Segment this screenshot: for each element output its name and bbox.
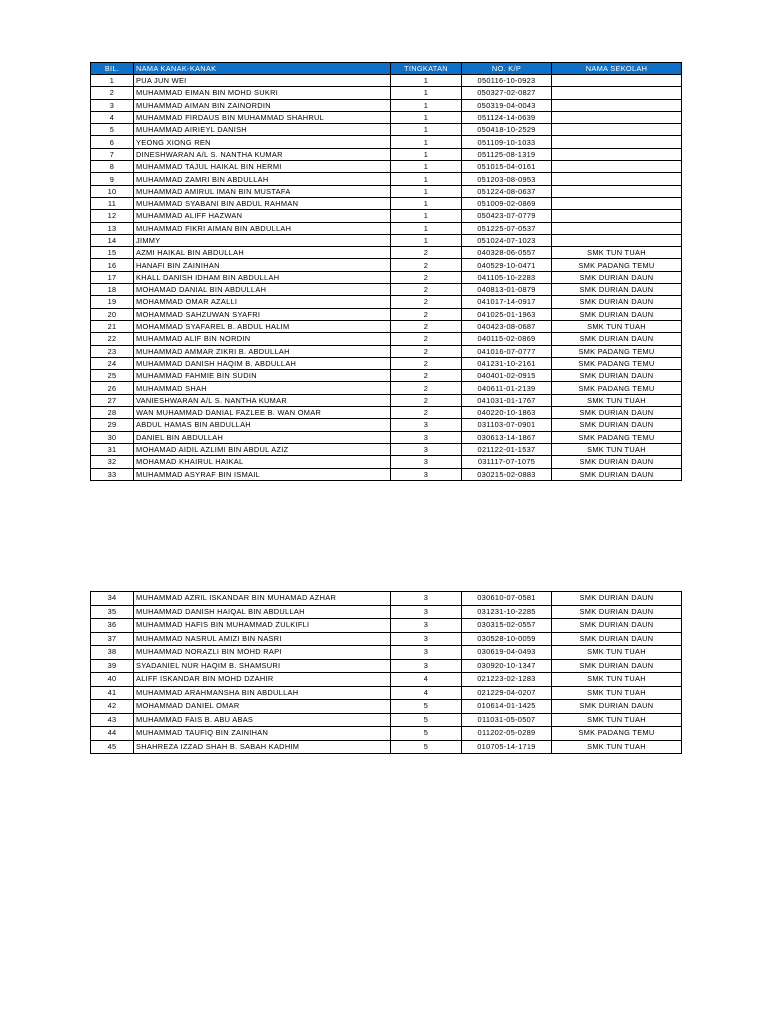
cell-nama: MUHAMMAD FIKRI AIMAN BIN ABDULLAH: [134, 222, 391, 234]
cell-nama-sekolah: [552, 124, 682, 136]
table-row: [91, 443, 682, 455]
cell-bil: 5: [91, 124, 134, 136]
cell-bil: 36: [91, 619, 134, 633]
table-row: [91, 197, 682, 209]
cell-nama-sekolah: [552, 210, 682, 222]
cell-nama-sekolah: [552, 136, 682, 148]
cell-no-kp: 041025-01-1963: [462, 308, 552, 320]
cell-nama-sekolah: SMK PADANG TEMU: [552, 431, 682, 443]
table-row: [91, 700, 682, 714]
cell-nama: KHALL DANISH IDHAM BIN ABDULLAH: [134, 271, 391, 283]
cell-no-kp: 031231-10-2285: [462, 605, 552, 619]
cell-nama-sekolah: SMK DURIAN DAUN: [552, 407, 682, 419]
cell-bil: 40: [91, 673, 134, 687]
cell-bil: 32: [91, 456, 134, 468]
cell-no-kp: 040611-01-2139: [462, 382, 552, 394]
header-tingkatan: TINGKATAN: [391, 63, 462, 75]
cell-bil: 22: [91, 333, 134, 345]
cell-nama: MUHAMMAD ARAHMANSHA BIN ABDULLAH: [134, 686, 391, 700]
table-row: [91, 296, 682, 308]
cell-nama-sekolah: SMK TUN TUAH: [552, 443, 682, 455]
table-row: [91, 234, 682, 246]
table-row: [91, 247, 682, 259]
table-row: [91, 99, 682, 111]
cell-no-kp: 030920-10-1347: [462, 659, 552, 673]
cell-bil: 11: [91, 197, 134, 209]
cell-nama: MOHAMMAD OMAR AZALLI: [134, 296, 391, 308]
cell-bil: 14: [91, 234, 134, 246]
cell-nama-sekolah: [552, 173, 682, 185]
cell-no-kp: 011031-05-0507: [462, 713, 552, 727]
header-no-kp: NO. K/P: [462, 63, 552, 75]
cell-bil: 21: [91, 320, 134, 332]
cell-nama: HANAFI BIN ZAINIHAN: [134, 259, 391, 271]
cell-tingkatan: 3: [391, 592, 462, 606]
cell-no-kp: 050418-10-2529: [462, 124, 552, 136]
cell-nama: MUHAMMAD AIMAN BIN ZAINORDIN: [134, 99, 391, 111]
cell-nama: MOHAMAD AIDIL AZLIMI BIN ABDUL AZIZ: [134, 443, 391, 455]
cell-nama-sekolah: SMK DURIAN DAUN: [552, 370, 682, 382]
cell-nama-sekolah: SMK TUN TUAH: [552, 686, 682, 700]
cell-bil: 30: [91, 431, 134, 443]
cell-nama: MUHAMMAD NASRUL AMIZI BIN NASRI: [134, 632, 391, 646]
cell-tingkatan: 2: [391, 247, 462, 259]
table-row: [91, 605, 682, 619]
cell-tingkatan: 3: [391, 646, 462, 660]
cell-nama-sekolah: SMK PADANG TEMU: [552, 345, 682, 357]
table-row: [91, 407, 682, 419]
cell-bil: 26: [91, 382, 134, 394]
table-row: [91, 382, 682, 394]
cell-nama-sekolah: SMK DURIAN DAUN: [552, 468, 682, 480]
cell-nama-sekolah: SMK TUN TUAH: [552, 673, 682, 687]
cell-no-kp: 030619-04-0493: [462, 646, 552, 660]
table-row: [91, 284, 682, 296]
cell-tingkatan: 1: [391, 197, 462, 209]
cell-nama: DINESHWARAN A/L S. NANTHA KUMAR: [134, 148, 391, 160]
cell-tingkatan: 1: [391, 111, 462, 123]
cell-no-kp: 040401-02-0915: [462, 370, 552, 382]
cell-nama-sekolah: [552, 185, 682, 197]
table-header-row: [91, 63, 682, 75]
table-row: [91, 727, 682, 741]
cell-nama-sekolah: SMK PADANG TEMU: [552, 357, 682, 369]
cell-tingkatan: 1: [391, 148, 462, 160]
children-table-page-1: [90, 62, 682, 481]
cell-nama-sekolah: SMK DURIAN DAUN: [552, 284, 682, 296]
cell-tingkatan: 1: [391, 161, 462, 173]
cell-bil: 42: [91, 700, 134, 714]
cell-nama-sekolah: SMK DURIAN DAUN: [552, 271, 682, 283]
cell-nama-sekolah: SMK DURIAN DAUN: [552, 605, 682, 619]
table-row: [91, 431, 682, 443]
cell-nama: MUHAMMAD TAJUL HAIKAL BIN HERMI: [134, 161, 391, 173]
cell-tingkatan: 1: [391, 210, 462, 222]
cell-nama-sekolah: SMK DURIAN DAUN: [552, 308, 682, 320]
cell-nama-sekolah: SMK DURIAN DAUN: [552, 700, 682, 714]
cell-nama: MUHAMMAD AMIRUL IMAN BIN MUSTAFA: [134, 185, 391, 197]
cell-nama-sekolah: [552, 222, 682, 234]
cell-nama-sekolah: [552, 161, 682, 173]
cell-bil: 24: [91, 357, 134, 369]
cell-tingkatan: 1: [391, 136, 462, 148]
cell-bil: 20: [91, 308, 134, 320]
cell-nama-sekolah: SMK DURIAN DAUN: [552, 456, 682, 468]
cell-nama: MUHAMMAD HAFIS BIN MUHAMMAD ZULKIFLI: [134, 619, 391, 633]
cell-tingkatan: 3: [391, 605, 462, 619]
cell-no-kp: 031103-07-0901: [462, 419, 552, 431]
cell-no-kp: 051225-07-0537: [462, 222, 552, 234]
cell-tingkatan: 2: [391, 333, 462, 345]
cell-no-kp: 011202-05-0289: [462, 727, 552, 741]
cell-tingkatan: 2: [391, 259, 462, 271]
cell-nama-sekolah: SMK DURIAN DAUN: [552, 632, 682, 646]
cell-no-kp: 021229-04-0207: [462, 686, 552, 700]
table-row: [91, 222, 682, 234]
cell-no-kp: 050116-10-0923: [462, 75, 552, 87]
cell-no-kp: 030315-02-0557: [462, 619, 552, 633]
cell-nama-sekolah: [552, 197, 682, 209]
cell-tingkatan: 1: [391, 234, 462, 246]
cell-nama-sekolah: [552, 99, 682, 111]
cell-no-kp: 051015-04-0161: [462, 161, 552, 173]
table-row: [91, 111, 682, 123]
cell-no-kp: 050423-07-0779: [462, 210, 552, 222]
table-body: [91, 75, 682, 481]
cell-nama-sekolah: SMK TUN TUAH: [552, 646, 682, 660]
cell-nama: MUHAMMAD AIRIEYL DANISH: [134, 124, 391, 136]
cell-nama-sekolah: SMK DURIAN DAUN: [552, 333, 682, 345]
cell-nama-sekolah: SMK TUN TUAH: [552, 394, 682, 406]
cell-no-kp: 050319-04-0043: [462, 99, 552, 111]
cell-no-kp: 041016-07-0777: [462, 345, 552, 357]
cell-nama-sekolah: [552, 234, 682, 246]
cell-tingkatan: 3: [391, 431, 462, 443]
cell-nama: WAN MUHAMMAD DANIAL FAZLEE B. WAN OMAR: [134, 407, 391, 419]
cell-nama-sekolah: [552, 148, 682, 160]
cell-no-kp: 010614-01-1425: [462, 700, 552, 714]
cell-tingkatan: 3: [391, 659, 462, 673]
cell-bil: 39: [91, 659, 134, 673]
cell-bil: 43: [91, 713, 134, 727]
table-row: [91, 259, 682, 271]
cell-nama: MUHAMMAD AZRIL ISKANDAR BIN MUHAMAD AZHAR: [134, 592, 391, 606]
cell-bil: 15: [91, 247, 134, 259]
cell-tingkatan: 2: [391, 284, 462, 296]
cell-bil: 4: [91, 111, 134, 123]
cell-tingkatan: 2: [391, 320, 462, 332]
cell-nama: ALIFF ISKANDAR BIN MOHD DZAHIR: [134, 673, 391, 687]
cell-nama: MUHAMMAD SHAH: [134, 382, 391, 394]
table-row: [91, 75, 682, 87]
cell-nama: MOHAMAD DANIAL BIN ABDULLAH: [134, 284, 391, 296]
table-row: [91, 740, 682, 754]
cell-nama: MUHAMMAD ASYRAF BIN ISMAIL: [134, 468, 391, 480]
table-row: [91, 148, 682, 160]
cell-nama: MOHAMMAD DANIEL OMAR: [134, 700, 391, 714]
cell-nama: MUHAMMAD TAUFIQ BIN ZAINIHAN: [134, 727, 391, 741]
table-row: [91, 357, 682, 369]
cell-no-kp: 021122-01-1537: [462, 443, 552, 455]
cell-nama: MUHAMMAD FIRDAUS BIN MUHAMMAD SHAHRUL: [134, 111, 391, 123]
cell-bil: 18: [91, 284, 134, 296]
cell-bil: 7: [91, 148, 134, 160]
cell-tingkatan: 2: [391, 370, 462, 382]
cell-tingkatan: 1: [391, 87, 462, 99]
table-row: [91, 713, 682, 727]
cell-nama: MOHAMMAD SAHZUWAN SYAFRI: [134, 308, 391, 320]
children-table-page-2: [90, 591, 682, 754]
cell-bil: 37: [91, 632, 134, 646]
cell-no-kp: 041031-01-1767: [462, 394, 552, 406]
cell-tingkatan: 5: [391, 700, 462, 714]
table-row: [91, 592, 682, 606]
cell-tingkatan: 1: [391, 99, 462, 111]
cell-no-kp: 041231-10-2161: [462, 357, 552, 369]
cell-tingkatan: 2: [391, 382, 462, 394]
table-row: [91, 173, 682, 185]
cell-bil: 38: [91, 646, 134, 660]
header-bil: BIL.: [91, 63, 134, 75]
cell-tingkatan: 5: [391, 727, 462, 741]
cell-tingkatan: 2: [391, 357, 462, 369]
cell-bil: 41: [91, 686, 134, 700]
cell-nama: PUA JUN WEI: [134, 75, 391, 87]
cell-nama: MUHAMMAD AMMAR ZIKRI B. ABDULLAH: [134, 345, 391, 357]
cell-bil: 3: [91, 99, 134, 111]
cell-nama-sekolah: [552, 111, 682, 123]
cell-bil: 9: [91, 173, 134, 185]
cell-nama: MUHAMMAD DANISH HAIQAL BIN ABDULLAH: [134, 605, 391, 619]
header-nama-kanak-kanak: NAMA KANAK-KANAK: [134, 63, 391, 75]
cell-no-kp: 041105-10-2283: [462, 271, 552, 283]
cell-nama: MUHAMMAD EIMAN BIN MOHD SUKRI: [134, 87, 391, 99]
table-row: [91, 124, 682, 136]
cell-bil: 19: [91, 296, 134, 308]
cell-no-kp: 040220-10-1863: [462, 407, 552, 419]
cell-no-kp: 040813-01-0879: [462, 284, 552, 296]
cell-nama: MUHAMMAD ZAMRI BIN ABDULLAH: [134, 173, 391, 185]
cell-nama-sekolah: SMK TUN TUAH: [552, 247, 682, 259]
cell-tingkatan: 3: [391, 468, 462, 480]
cell-tingkatan: 5: [391, 740, 462, 754]
table-row: [91, 394, 682, 406]
cell-nama: MUHAMMAD NORAZLI BIN MOHD RAPI: [134, 646, 391, 660]
cell-nama-sekolah: SMK TUN TUAH: [552, 713, 682, 727]
cell-nama-sekolah: SMK DURIAN DAUN: [552, 592, 682, 606]
cell-tingkatan: 2: [391, 271, 462, 283]
cell-no-kp: 051024-07-1023: [462, 234, 552, 246]
cell-nama: MUHAMMAD ALIF BIN NORDIN: [134, 333, 391, 345]
table-body: [91, 592, 682, 754]
cell-bil: 27: [91, 394, 134, 406]
cell-tingkatan: 1: [391, 173, 462, 185]
cell-no-kp: 051124-14-0639: [462, 111, 552, 123]
cell-no-kp: 030215-02-0883: [462, 468, 552, 480]
table-row: [91, 271, 682, 283]
cell-bil: 29: [91, 419, 134, 431]
cell-nama: DANIEL BIN ABDULLAH: [134, 431, 391, 443]
table-row: [91, 136, 682, 148]
cell-nama-sekolah: SMK DURIAN DAUN: [552, 659, 682, 673]
header-nama-sekolah: NAMA SEKOLAH: [552, 63, 682, 75]
cell-no-kp: 031117-07-1075: [462, 456, 552, 468]
cell-nama: ABDUL HAMAS BIN ABDULLAH: [134, 419, 391, 431]
cell-no-kp: 051203-08-0953: [462, 173, 552, 185]
cell-no-kp: 021223-02-1283: [462, 673, 552, 687]
cell-tingkatan: 2: [391, 394, 462, 406]
cell-bil: 35: [91, 605, 134, 619]
cell-nama: JIMMY: [134, 234, 391, 246]
cell-tingkatan: 3: [391, 443, 462, 455]
table-row: [91, 161, 682, 173]
cell-tingkatan: 3: [391, 419, 462, 431]
cell-nama: MUHAMMAD DANISH HAQIM B. ABDULLAH: [134, 357, 391, 369]
table-row: [91, 468, 682, 480]
cell-bil: 13: [91, 222, 134, 234]
table-row: [91, 659, 682, 673]
table-row: [91, 619, 682, 633]
cell-no-kp: 040115-02-0869: [462, 333, 552, 345]
cell-tingkatan: 1: [391, 124, 462, 136]
cell-tingkatan: 4: [391, 686, 462, 700]
table-row: [91, 210, 682, 222]
cell-tingkatan: 3: [391, 456, 462, 468]
cell-bil: 10: [91, 185, 134, 197]
cell-no-kp: 051109-10-1033: [462, 136, 552, 148]
table-row: [91, 345, 682, 357]
cell-tingkatan: 4: [391, 673, 462, 687]
table-row: [91, 673, 682, 687]
cell-nama-sekolah: [552, 75, 682, 87]
cell-nama-sekolah: SMK PADANG TEMU: [552, 727, 682, 741]
cell-bil: 12: [91, 210, 134, 222]
cell-bil: 33: [91, 468, 134, 480]
table-row: [91, 87, 682, 99]
cell-no-kp: 040328-06-0557: [462, 247, 552, 259]
cell-tingkatan: 2: [391, 407, 462, 419]
cell-no-kp: 041017-14-0917: [462, 296, 552, 308]
cell-bil: 16: [91, 259, 134, 271]
cell-bil: 25: [91, 370, 134, 382]
cell-nama: YEONG XIONG REN: [134, 136, 391, 148]
cell-bil: 17: [91, 271, 134, 283]
table-row: [91, 632, 682, 646]
cell-nama: AZMI HAIKAL BIN ABDULLAH: [134, 247, 391, 259]
cell-no-kp: 040423-08-0687: [462, 320, 552, 332]
cell-no-kp: 030613-14-1867: [462, 431, 552, 443]
cell-bil: 45: [91, 740, 134, 754]
cell-tingkatan: 3: [391, 632, 462, 646]
cell-nama-sekolah: [552, 87, 682, 99]
table-row: [91, 456, 682, 468]
cell-nama-sekolah: SMK TUN TUAH: [552, 740, 682, 754]
cell-nama: MOHAMAD KHAIRUL HAIKAL: [134, 456, 391, 468]
cell-bil: 44: [91, 727, 134, 741]
cell-no-kp: 010705-14-1719: [462, 740, 552, 754]
cell-no-kp: 040529-10-0471: [462, 259, 552, 271]
cell-bil: 23: [91, 345, 134, 357]
cell-no-kp: 051224-08-0637: [462, 185, 552, 197]
cell-tingkatan: 2: [391, 308, 462, 320]
cell-nama: SHAHREZA IZZAD SHAH B. SABAH KADHIM: [134, 740, 391, 754]
cell-no-kp: 051125-08-1319: [462, 148, 552, 160]
cell-no-kp: 051009-02-0869: [462, 197, 552, 209]
cell-nama: MUHAMMAD ALIFF HAZWAN: [134, 210, 391, 222]
table-row: [91, 419, 682, 431]
cell-nama: MUHAMMAD SYABANI BIN ABDUL RAHMAN: [134, 197, 391, 209]
cell-bil: 2: [91, 87, 134, 99]
cell-bil: 28: [91, 407, 134, 419]
cell-no-kp: 030610-07-0581: [462, 592, 552, 606]
cell-bil: 6: [91, 136, 134, 148]
cell-nama: VANIESHWARAN A/L S. NANTHA KUMAR: [134, 394, 391, 406]
table-row: [91, 333, 682, 345]
cell-nama: SYADANIEL NUR HAQIM B. SHAMSURI: [134, 659, 391, 673]
cell-nama: MUHAMMAD FAIS B. ABU ABAS: [134, 713, 391, 727]
cell-tingkatan: 1: [391, 222, 462, 234]
cell-tingkatan: 2: [391, 345, 462, 357]
cell-nama-sekolah: SMK DURIAN DAUN: [552, 419, 682, 431]
table-row: [91, 646, 682, 660]
table-row: [91, 370, 682, 382]
cell-bil: 8: [91, 161, 134, 173]
cell-tingkatan: 3: [391, 619, 462, 633]
table-row: [91, 185, 682, 197]
cell-tingkatan: 1: [391, 75, 462, 87]
table-row: [91, 320, 682, 332]
cell-nama-sekolah: SMK TUN TUAH: [552, 320, 682, 332]
table-row: [91, 686, 682, 700]
cell-nama: MOHAMMAD SYAFAREL B. ABDUL HALIM: [134, 320, 391, 332]
cell-nama-sekolah: SMK PADANG TEMU: [552, 382, 682, 394]
cell-nama-sekolah: SMK PADANG TEMU: [552, 259, 682, 271]
cell-bil: 1: [91, 75, 134, 87]
cell-tingkatan: 2: [391, 296, 462, 308]
cell-no-kp: 050327-02-0827: [462, 87, 552, 99]
cell-bil: 31: [91, 443, 134, 455]
cell-no-kp: 030528-10-0059: [462, 632, 552, 646]
cell-tingkatan: 5: [391, 713, 462, 727]
cell-nama-sekolah: SMK DURIAN DAUN: [552, 296, 682, 308]
cell-nama-sekolah: SMK DURIAN DAUN: [552, 619, 682, 633]
cell-nama: MUHAMMAD FAHMIE BIN SUDIN: [134, 370, 391, 382]
cell-tingkatan: 1: [391, 185, 462, 197]
cell-bil: 34: [91, 592, 134, 606]
table-row: [91, 308, 682, 320]
